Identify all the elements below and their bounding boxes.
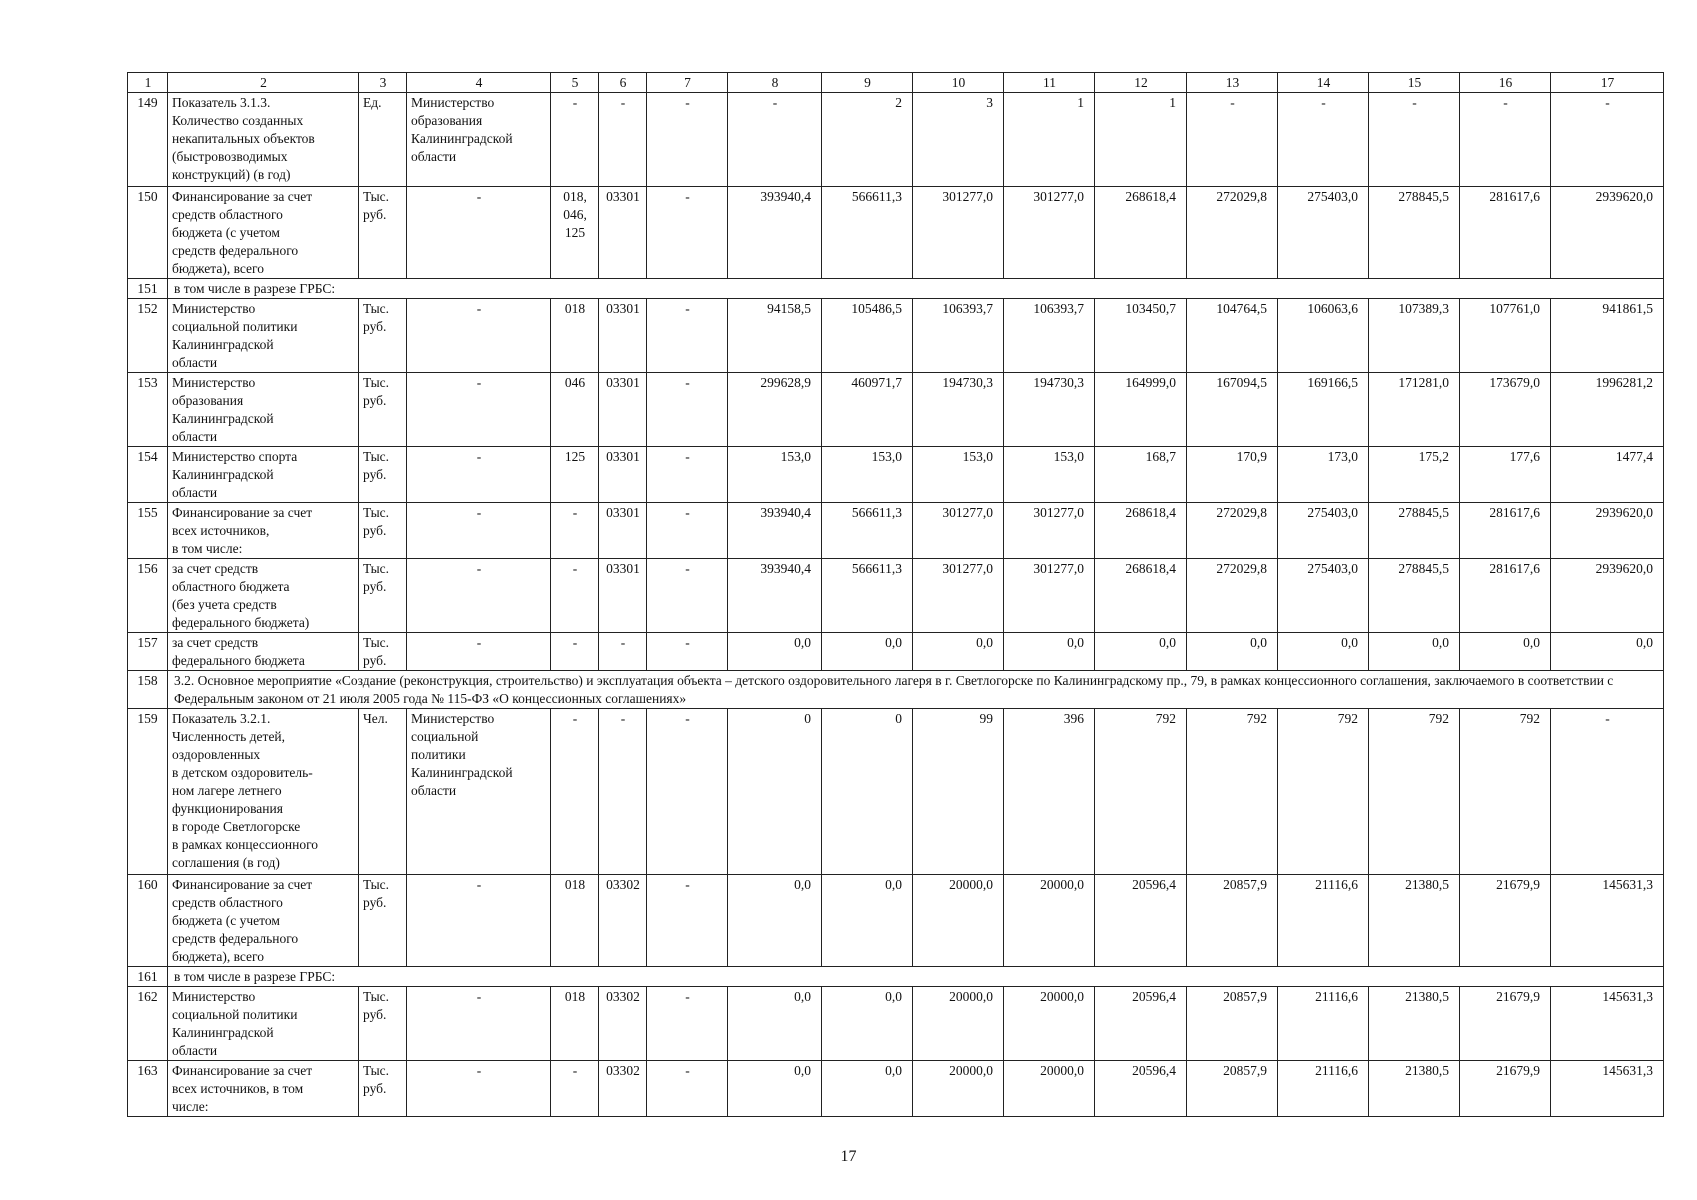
column-number-cell: 11 <box>1004 73 1095 93</box>
value-cell: 107761,0 <box>1460 299 1551 373</box>
indicator-name-cell: Министерство социальной политики Калининградской области <box>168 987 359 1061</box>
indicator-name-cell: Показатель 3.1.3. Количество созданных некапитальных объектов (быстровозводимых конструкций) (в год) <box>168 93 359 187</box>
value-cell: 268618,4 <box>1095 559 1187 633</box>
unit-cell: Тыс. руб. <box>359 503 407 559</box>
unit-cell: Тыс. руб. <box>359 299 407 373</box>
unit-cell: Тыс. руб. <box>359 875 407 967</box>
value-cell: 268618,4 <box>1095 503 1187 559</box>
value-cell: 301277,0 <box>1004 187 1095 279</box>
value-cell: 175,2 <box>1369 447 1460 503</box>
responsible-org-cell: - <box>407 987 551 1061</box>
unit-cell: Тыс. руб. <box>359 373 407 447</box>
value-cell: 301277,0 <box>913 187 1004 279</box>
value-cell: 393940,4 <box>728 187 822 279</box>
table-row <box>128 967 1664 987</box>
value-cell: 268618,4 <box>1095 187 1187 279</box>
indicator-name-cell: Министерство социальной политики Калининградской области <box>168 299 359 373</box>
value-cell: 275403,0 <box>1278 559 1369 633</box>
indicator-name-cell: Финансирование за счет всех источников, в том числе: <box>168 503 359 559</box>
value-cell: 0,0 <box>728 987 822 1061</box>
table-row <box>128 559 1664 633</box>
document-sheet <box>127 72 1663 1117</box>
grbs-code-cell: 046 <box>551 373 599 447</box>
code-cell: - <box>647 93 728 187</box>
value-cell: 194730,3 <box>913 373 1004 447</box>
value-cell: 281617,6 <box>1460 187 1551 279</box>
responsible-org-cell: Министерство социальной политики Калининградской области <box>407 709 551 875</box>
value-cell: - <box>1278 93 1369 187</box>
value-cell: 169166,5 <box>1278 373 1369 447</box>
value-cell: 164999,0 <box>1095 373 1187 447</box>
value-cell: 1996281,2 <box>1551 373 1664 447</box>
value-cell: 153,0 <box>728 447 822 503</box>
value-cell: 396 <box>1004 709 1095 875</box>
value-cell: 145631,3 <box>1551 875 1664 967</box>
table-row <box>128 633 1664 671</box>
value-cell: 275403,0 <box>1278 503 1369 559</box>
indicator-name-cell: Министерство спорта Калининградской области <box>168 447 359 503</box>
value-cell: 0,0 <box>822 633 913 671</box>
value-cell: 167094,5 <box>1187 373 1278 447</box>
value-cell: - <box>1551 93 1664 187</box>
grbs-code-cell: 125 <box>551 447 599 503</box>
column-number-cell: 2 <box>168 73 359 93</box>
value-cell: 20000,0 <box>1004 875 1095 967</box>
indicator-name-cell: Финансирование за счет средств областного бюджета (с учетом средств федерального бюджета), всего <box>168 187 359 279</box>
column-number-cell: 10 <box>913 73 1004 93</box>
row-number-cell: 149 <box>128 93 168 187</box>
column-number-cell: 7 <box>647 73 728 93</box>
grbs-code-cell: 018 <box>551 987 599 1061</box>
responsible-org-cell: - <box>407 1061 551 1117</box>
unit-cell: Тыс. руб. <box>359 987 407 1061</box>
column-number-cell: 8 <box>728 73 822 93</box>
value-cell: 177,6 <box>1460 447 1551 503</box>
responsible-org-cell: - <box>407 875 551 967</box>
responsible-org-cell: - <box>407 633 551 671</box>
budget-code-cell: - <box>599 709 647 875</box>
value-cell: 20000,0 <box>913 987 1004 1061</box>
value-cell: 272029,8 <box>1187 559 1278 633</box>
table-row <box>128 299 1664 373</box>
column-number-cell: 5 <box>551 73 599 93</box>
code-cell: - <box>647 1061 728 1117</box>
table-row <box>128 671 1664 709</box>
section-caption-cell: 3.2. Основное мероприятие «Создание (реконструкция, строительство) и эксплуатация объекта – детского оздоровительного лагеря в г. Светлогорске по Калининградскому пр., 79, в рамках концессионного соглашения, заключаемого в соответствии с Федеральным законом от 21 июля 2005 года № 115-ФЗ «О концессионных соглашениях» <box>168 671 1664 709</box>
column-number-cell: 1 <box>128 73 168 93</box>
budget-code-cell: 03302 <box>599 1061 647 1117</box>
row-number-cell: 158 <box>128 671 168 709</box>
value-cell: - <box>1551 709 1664 875</box>
value-cell: 278845,5 <box>1369 187 1460 279</box>
unit-cell: Чел. <box>359 709 407 875</box>
value-cell: 168,7 <box>1095 447 1187 503</box>
value-cell: 0,0 <box>728 875 822 967</box>
value-cell: 105486,5 <box>822 299 913 373</box>
row-number-cell: 152 <box>128 299 168 373</box>
value-cell: 145631,3 <box>1551 987 1664 1061</box>
column-number-cell: 15 <box>1369 73 1460 93</box>
unit-cell: Тыс. руб. <box>359 559 407 633</box>
table-row <box>128 93 1664 187</box>
value-cell: 3 <box>913 93 1004 187</box>
grbs-code-cell: - <box>551 93 599 187</box>
grbs-code-cell: - <box>551 1061 599 1117</box>
section-caption-cell: в том числе в разрезе ГРБС: <box>168 279 1664 299</box>
grbs-code-cell: - <box>551 633 599 671</box>
value-cell: 0,0 <box>1004 633 1095 671</box>
value-cell: 106393,7 <box>913 299 1004 373</box>
value-cell: 21116,6 <box>1278 987 1369 1061</box>
column-number-cell: 14 <box>1278 73 1369 93</box>
value-cell: 566611,3 <box>822 187 913 279</box>
value-cell: 278845,5 <box>1369 559 1460 633</box>
value-cell: 20596,4 <box>1095 987 1187 1061</box>
code-cell: - <box>647 187 728 279</box>
value-cell: 1477,4 <box>1551 447 1664 503</box>
value-cell: 792 <box>1278 709 1369 875</box>
value-cell: 393940,4 <box>728 503 822 559</box>
row-number-cell: 160 <box>128 875 168 967</box>
column-number-cell: 16 <box>1460 73 1551 93</box>
table-row <box>128 373 1664 447</box>
value-cell: 20000,0 <box>1004 987 1095 1061</box>
row-number-cell: 151 <box>128 279 168 299</box>
unit-cell: Тыс. руб. <box>359 633 407 671</box>
budget-code-cell: 03301 <box>599 503 647 559</box>
value-cell: 21380,5 <box>1369 875 1460 967</box>
grbs-code-cell: - <box>551 709 599 875</box>
value-cell: 104764,5 <box>1187 299 1278 373</box>
value-cell: 21679,9 <box>1460 875 1551 967</box>
table-body <box>128 93 1664 1117</box>
value-cell: 0,0 <box>1187 633 1278 671</box>
value-cell: 2 <box>822 93 913 187</box>
column-number-cell: 17 <box>1551 73 1664 93</box>
value-cell: 20596,4 <box>1095 1061 1187 1117</box>
value-cell: 0,0 <box>822 875 913 967</box>
indicator-name-cell: Финансирование за счет всех источников, в том числе: <box>168 1061 359 1117</box>
value-cell: 20857,9 <box>1187 875 1278 967</box>
value-cell: 171281,0 <box>1369 373 1460 447</box>
table-row <box>128 875 1664 967</box>
value-cell: 0,0 <box>728 1061 822 1117</box>
value-cell: - <box>1460 93 1551 187</box>
code-cell: - <box>647 709 728 875</box>
grbs-code-cell: - <box>551 559 599 633</box>
indicator-name-cell: Финансирование за счет средств областного бюджета (с учетом средств федерального бюджета), всего <box>168 875 359 967</box>
value-cell: 173,0 <box>1278 447 1369 503</box>
value-cell: 20000,0 <box>913 875 1004 967</box>
column-number-cell: 12 <box>1095 73 1187 93</box>
responsible-org-cell: Министерство образования Калининградской области <box>407 93 551 187</box>
value-cell: 566611,3 <box>822 503 913 559</box>
section-caption-cell: в том числе в разрезе ГРБС: <box>168 967 1664 987</box>
row-number-cell: 154 <box>128 447 168 503</box>
code-cell: - <box>647 299 728 373</box>
responsible-org-cell: - <box>407 373 551 447</box>
value-cell: - <box>728 93 822 187</box>
unit-cell: Тыс. руб. <box>359 447 407 503</box>
value-cell: 301277,0 <box>913 503 1004 559</box>
row-number-cell: 153 <box>128 373 168 447</box>
value-cell: 566611,3 <box>822 559 913 633</box>
row-number-cell: 155 <box>128 503 168 559</box>
indicator-name-cell: Министерство образования Калининградской области <box>168 373 359 447</box>
value-cell: 941861,5 <box>1551 299 1664 373</box>
value-cell: 21380,5 <box>1369 1061 1460 1117</box>
value-cell: 281617,6 <box>1460 559 1551 633</box>
value-cell: 145631,3 <box>1551 1061 1664 1117</box>
column-number-cell: 9 <box>822 73 913 93</box>
grbs-code-cell: 018 <box>551 299 599 373</box>
value-cell: 299628,9 <box>728 373 822 447</box>
value-cell: 173679,0 <box>1460 373 1551 447</box>
budget-code-cell: 03301 <box>599 559 647 633</box>
responsible-org-cell: - <box>407 299 551 373</box>
grbs-code-cell: 018, 046, 125 <box>551 187 599 279</box>
value-cell: 20596,4 <box>1095 875 1187 967</box>
page-number: 17 <box>840 1148 857 1165</box>
value-cell: 99 <box>913 709 1004 875</box>
responsible-org-cell: - <box>407 447 551 503</box>
value-cell: 94158,5 <box>728 299 822 373</box>
table-row <box>128 1061 1664 1117</box>
value-cell: 194730,3 <box>1004 373 1095 447</box>
value-cell: 2939620,0 <box>1551 559 1664 633</box>
value-cell: 0,0 <box>728 633 822 671</box>
code-cell: - <box>647 987 728 1061</box>
column-number-cell: 4 <box>407 73 551 93</box>
value-cell: 301277,0 <box>913 559 1004 633</box>
value-cell: 20857,9 <box>1187 1061 1278 1117</box>
value-cell: 0,0 <box>1278 633 1369 671</box>
table-row <box>128 447 1664 503</box>
value-cell: 2939620,0 <box>1551 187 1664 279</box>
code-cell: - <box>647 447 728 503</box>
value-cell: 281617,6 <box>1460 503 1551 559</box>
budget-code-cell: 03301 <box>599 187 647 279</box>
value-cell: 20000,0 <box>913 1061 1004 1117</box>
value-cell: 20000,0 <box>1004 1061 1095 1117</box>
table-row <box>128 187 1664 279</box>
column-number-cell: 13 <box>1187 73 1278 93</box>
value-cell: 275403,0 <box>1278 187 1369 279</box>
indicator-name-cell: Показатель 3.2.1. Численность детей, оздоровленных в детском оздоровитель- ном лагере летнего функционирования в городе Светлогорске в рамках концессионного соглашения (в год) <box>168 709 359 875</box>
unit-cell: Тыс. руб. <box>359 187 407 279</box>
budget-code-cell: - <box>599 633 647 671</box>
value-cell: 272029,8 <box>1187 503 1278 559</box>
row-number-cell: 163 <box>128 1061 168 1117</box>
value-cell: 0,0 <box>1095 633 1187 671</box>
grbs-code-cell: 018 <box>551 875 599 967</box>
value-cell: 153,0 <box>913 447 1004 503</box>
budget-code-cell: - <box>599 93 647 187</box>
row-number-cell: 159 <box>128 709 168 875</box>
unit-cell: Тыс. руб. <box>359 1061 407 1117</box>
value-cell: 0,0 <box>1460 633 1551 671</box>
row-number-cell: 156 <box>128 559 168 633</box>
code-cell: - <box>647 373 728 447</box>
value-cell: - <box>1369 93 1460 187</box>
grbs-code-cell: - <box>551 503 599 559</box>
table-row <box>128 709 1664 875</box>
value-cell: 278845,5 <box>1369 503 1460 559</box>
table-row <box>128 279 1664 299</box>
value-cell: 792 <box>1095 709 1187 875</box>
budget-code-cell: 03301 <box>599 299 647 373</box>
value-cell: 103450,7 <box>1095 299 1187 373</box>
responsible-org-cell: - <box>407 187 551 279</box>
value-cell: 460971,7 <box>822 373 913 447</box>
value-cell: 21679,9 <box>1460 1061 1551 1117</box>
table-row <box>128 987 1664 1061</box>
value-cell: 272029,8 <box>1187 187 1278 279</box>
value-cell: - <box>1187 93 1278 187</box>
value-cell: 107389,3 <box>1369 299 1460 373</box>
column-number-cell: 3 <box>359 73 407 93</box>
column-number-cell: 6 <box>599 73 647 93</box>
value-cell: 792 <box>1187 709 1278 875</box>
row-number-cell: 157 <box>128 633 168 671</box>
value-cell: 2939620,0 <box>1551 503 1664 559</box>
table-row <box>128 503 1664 559</box>
value-cell: 792 <box>1369 709 1460 875</box>
unit-cell: Ед. <box>359 93 407 187</box>
value-cell: 1 <box>1004 93 1095 187</box>
budget-code-cell: 03301 <box>599 373 647 447</box>
value-cell: 301277,0 <box>1004 559 1095 633</box>
value-cell: 792 <box>1460 709 1551 875</box>
value-cell: 170,9 <box>1187 447 1278 503</box>
value-cell: 0,0 <box>1551 633 1664 671</box>
responsible-org-cell: - <box>407 559 551 633</box>
row-number-cell: 150 <box>128 187 168 279</box>
value-cell: 153,0 <box>1004 447 1095 503</box>
value-cell: 106393,7 <box>1004 299 1095 373</box>
value-cell: 301277,0 <box>1004 503 1095 559</box>
value-cell: 21116,6 <box>1278 875 1369 967</box>
program-table <box>127 72 1664 1117</box>
row-number-cell: 161 <box>128 967 168 987</box>
column-number-row <box>128 73 1664 93</box>
code-cell: - <box>647 633 728 671</box>
budget-code-cell: 03301 <box>599 447 647 503</box>
value-cell: 21380,5 <box>1369 987 1460 1061</box>
value-cell: 106063,6 <box>1278 299 1369 373</box>
value-cell: 0 <box>822 709 913 875</box>
value-cell: 0,0 <box>822 1061 913 1117</box>
indicator-name-cell: за счет средств областного бюджета (без учета средств федерального бюджета) <box>168 559 359 633</box>
budget-code-cell: 03302 <box>599 875 647 967</box>
code-cell: - <box>647 503 728 559</box>
value-cell: 0,0 <box>913 633 1004 671</box>
row-number-cell: 162 <box>128 987 168 1061</box>
value-cell: 21116,6 <box>1278 1061 1369 1117</box>
value-cell: 393940,4 <box>728 559 822 633</box>
indicator-name-cell: за счет средств федерального бюджета <box>168 633 359 671</box>
code-cell: - <box>647 875 728 967</box>
budget-code-cell: 03302 <box>599 987 647 1061</box>
value-cell: 153,0 <box>822 447 913 503</box>
value-cell: 0 <box>728 709 822 875</box>
responsible-org-cell: - <box>407 503 551 559</box>
code-cell: - <box>647 559 728 633</box>
value-cell: 20857,9 <box>1187 987 1278 1061</box>
value-cell: 21679,9 <box>1460 987 1551 1061</box>
value-cell: 1 <box>1095 93 1187 187</box>
value-cell: 0,0 <box>822 987 913 1061</box>
value-cell: 0,0 <box>1369 633 1460 671</box>
